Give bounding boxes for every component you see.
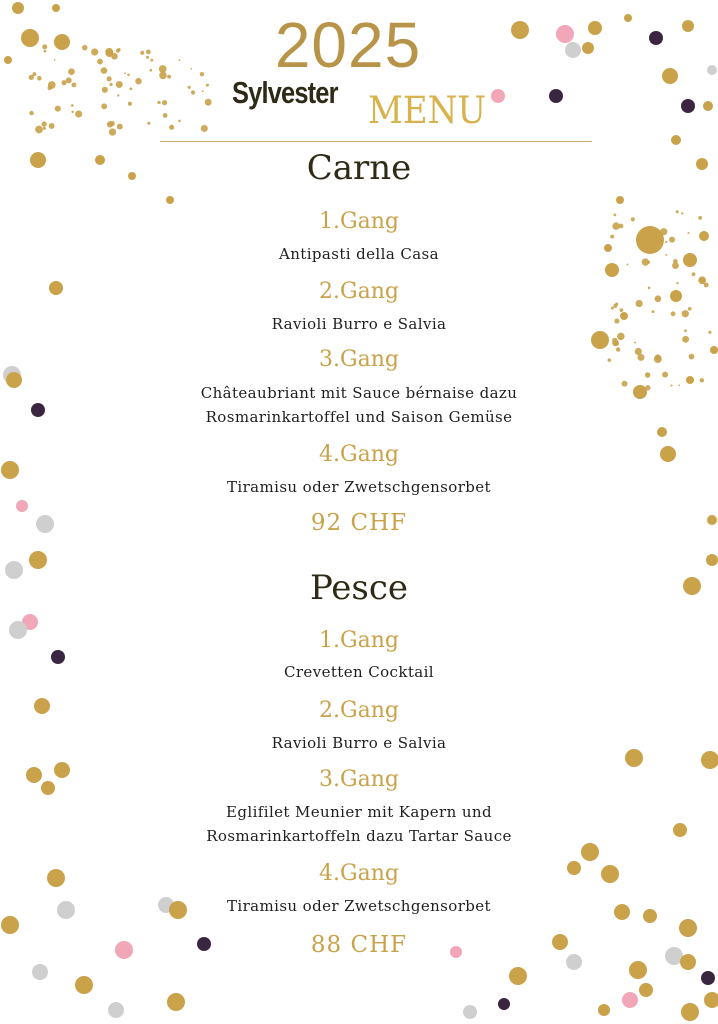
course-label: 3.Gang — [319, 767, 399, 792]
menu-title-menu: MENU — [368, 88, 487, 133]
course-label: 2.Gang — [319, 698, 399, 723]
section-title-carne: Carne — [306, 148, 412, 188]
menu-year: 2025 — [274, 9, 422, 81]
course-label: 3.Gang — [319, 347, 399, 372]
course-dish: Ravioli Burro e Salvia — [271, 734, 447, 752]
course-label: 4.Gang — [319, 861, 399, 886]
course-dish: Antipasti della Casa — [279, 245, 439, 263]
course-label: 1.Gang — [319, 209, 399, 234]
course-dish: Châteaubriant mit Sauce bérnaise dazu — [200, 384, 518, 402]
menu-title-sylvester: Sylvester — [232, 75, 338, 110]
course-dish: Ravioli Burro e Salvia — [271, 315, 447, 333]
course-label: 4.Gang — [319, 442, 399, 467]
header-divider — [160, 141, 592, 142]
course-dish: Rosmarinkartoffel und Saison Gemüse — [205, 408, 513, 426]
course-label: 2.Gang — [319, 279, 399, 304]
section-price: 92 CHF — [310, 510, 408, 536]
course-dish: Eglifilet Meunier mit Kapern und — [226, 803, 492, 821]
course-dish: Tiramisu oder Zwetschgensorbet — [227, 478, 491, 496]
course-label: 1.Gang — [319, 628, 399, 653]
section-price: 88 CHF — [310, 932, 408, 958]
course-dish: Crevetten Cocktail — [283, 663, 434, 681]
course-dish: Rosmarinkartoffeln dazu Tartar Sauce — [206, 827, 512, 845]
section-title-pesce: Pesce — [309, 568, 409, 608]
course-dish: Tiramisu oder Zwetschgensorbet — [227, 897, 491, 915]
